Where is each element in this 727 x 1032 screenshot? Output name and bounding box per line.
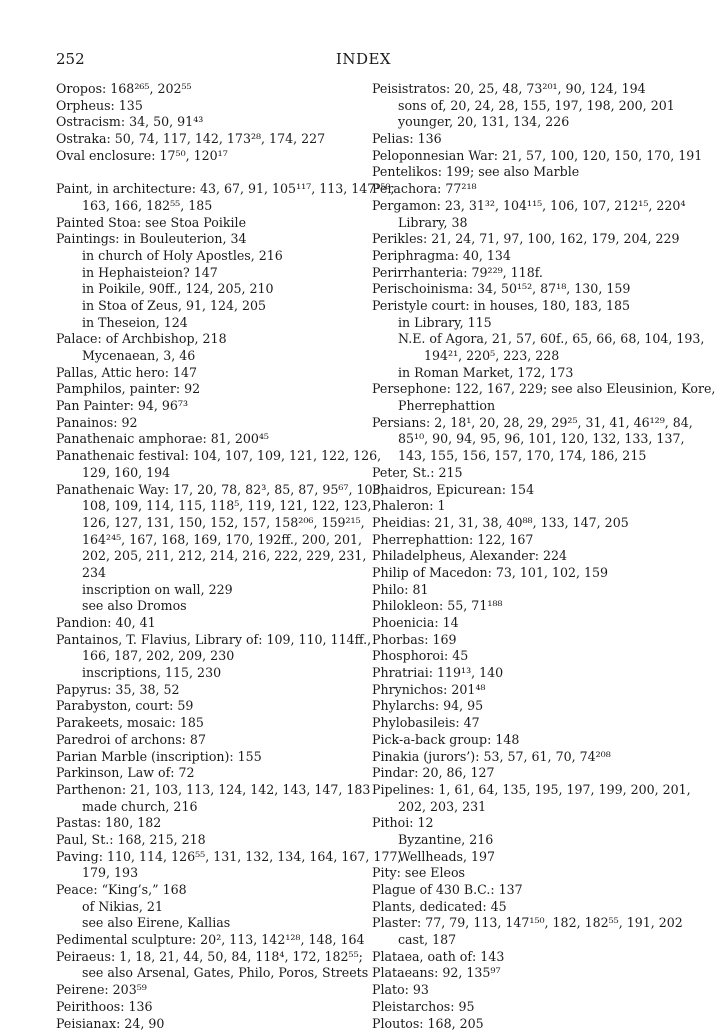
index-subentry: made church, 216 <box>56 799 356 816</box>
index-subentry: Wellheads, 197 <box>372 849 672 866</box>
page-title: INDEX <box>0 50 727 68</box>
index-entry: Plaster: 77, 79, 113, 147¹⁵⁰, 182, 182⁵⁵, 191, 202 <box>372 915 672 932</box>
index-entry: Pindar: 20, 86, 127 <box>372 765 672 782</box>
index-entry: Palace: of Archbishop, 218 <box>56 331 356 348</box>
index-entry: Phrynichos: 201⁴⁸ <box>372 682 672 699</box>
index-subentry: in Library, 115 <box>372 315 672 332</box>
index-entry: Pleistarchos: 95 <box>372 999 672 1016</box>
index-subentry: Library, 38 <box>372 215 672 232</box>
index-subentry: in church of Holy Apostles, 216 <box>56 248 356 265</box>
index-subentry: 163, 166, 182⁵⁵, 185 <box>56 198 356 215</box>
index-subentry: of Nikias, 21 <box>56 899 356 916</box>
index-entry: Phylarchs: 94, 95 <box>372 698 672 715</box>
index-subentry: 166, 187, 202, 209, 230 <box>56 648 356 665</box>
index-entry: Perikles: 21, 24, 71, 97, 100, 162, 179, 204, 229 <box>372 231 672 248</box>
index-entry: Peiraeus: 1, 18, 21, 44, 50, 84, 118⁴, 172, 182⁵⁵; <box>56 949 356 966</box>
index-entry: Pity: see Eleos <box>372 865 672 882</box>
index-entry: Pan Painter: 94, 96⁷³ <box>56 398 356 415</box>
index-entry: Pheidias: 21, 31, 38, 40⁸⁸, 133, 147, 205 <box>372 515 672 532</box>
index-entry: Phoenicia: 14 <box>372 615 672 632</box>
index-entry: Parthenon: 21, 103, 113, 124, 142, 143, 147, 183 <box>56 782 356 799</box>
index-entry: Persephone: 122, 167, 229; see also Eleusinion, Kore, <box>372 381 672 398</box>
index-entry: Pithoi: 12 <box>372 815 672 832</box>
index-entry: Paredroi of archons: 87 <box>56 732 356 749</box>
index-subentry: sons of, 20, 24, 28, 155, 197, 198, 200, 201 <box>372 98 672 115</box>
index-entry: Parkinson, Law of: 72 <box>56 765 356 782</box>
index-subentry: see also Dromos <box>56 598 356 615</box>
index-entry: Painted Stoa: see Stoa Poikile <box>56 215 356 232</box>
index-entry: Paving: 110, 114, 126⁵⁵, 131, 132, 134, 164, 167, 177, <box>56 849 356 866</box>
index-entry: Pherrephattion: 122, 167 <box>372 532 672 549</box>
index-subentry: 143, 155, 156, 157, 170, 174, 186, 215 <box>372 448 672 465</box>
index-subentry: Byzantine, 216 <box>372 832 672 849</box>
index-subentry: 179, 193 <box>56 865 356 882</box>
index-entry: Ostraka: 50, 74, 117, 142, 173²⁸, 174, 227 <box>56 131 356 148</box>
index-entry: Plataeans: 92, 135⁹⁷ <box>372 965 672 982</box>
index-entry: Persians: 2, 18¹, 20, 28, 29, 29²⁵, 31, 41, 46¹²⁹, 84, <box>372 415 672 432</box>
index-entry: Peristyle court: in houses, 180, 183, 185 <box>372 298 672 315</box>
index-entry: Papyrus: 35, 38, 52 <box>56 682 356 699</box>
index-entry: Philo: 81 <box>372 582 672 599</box>
index-entry: Plataea, oath of: 143 <box>372 949 672 966</box>
index-entry: Pelias: 136 <box>372 131 672 148</box>
index-entry: Peloponnesian War: 21, 57, 100, 120, 150, 170, 191 <box>372 148 672 165</box>
index-subentry: inscriptions, 115, 230 <box>56 665 356 682</box>
index-entry: Oval enclosure: 17⁵⁰, 120¹⁷ <box>56 148 356 165</box>
index-entry: Pantainos, T. Flavius, Library of: 109, 110, 114ff., <box>56 632 356 649</box>
index-subentry: 202, 203, 231 <box>372 799 672 816</box>
index-entry: Paint, in architecture: 43, 67, 91, 105¹¹⁷, 113, 147¹⁵⁰, <box>56 181 356 198</box>
index-entry: Phaidros, Epicurean: 154 <box>372 482 672 499</box>
index-subentry: 164²⁴⁵, 167, 168, 169, 170, 192ff., 200, 201, <box>56 532 356 549</box>
index-subentry: in Hephaisteion? 147 <box>56 265 356 282</box>
index-subentry: 85¹⁰, 90, 94, 95, 96, 101, 120, 132, 133, 137, <box>372 431 672 448</box>
index-entry: Pastas: 180, 182 <box>56 815 356 832</box>
index-subentry: Mycenaean, 3, 46 <box>56 348 356 365</box>
index-entry: Perachora: 77²¹⁸ <box>372 181 672 198</box>
index-subentry: N.E. of Agora, 21, 57, 60f., 65, 66, 68, 104, 193, <box>372 331 672 348</box>
index-entry: Perirrhanteria: 79²²⁹, 118f. <box>372 265 672 282</box>
index-entry: Phorbas: 169 <box>372 632 672 649</box>
index-subentry: Pherrephattion <box>372 398 672 415</box>
index-entry: Peirithoos: 136 <box>56 999 356 1016</box>
index-entry: Philip of Macedon: 73, 101, 102, 159 <box>372 565 672 582</box>
index-entry: Panathenaic festival: 104, 107, 109, 121, 122, 126, <box>56 448 356 465</box>
index-entry: Pentelikos: 199; see also Marble <box>372 164 672 181</box>
index-entry: Peace: “King’s,” 168 <box>56 882 356 899</box>
index-entry: Peisianax: 24, 90 <box>56 1016 356 1032</box>
index-entry: Plato: 93 <box>372 982 672 999</box>
index-entry: Plants, dedicated: 45 <box>372 899 672 916</box>
index-entry: Pinakia (jurors’): 53, 57, 61, 70, 74²⁰⁸ <box>372 749 672 766</box>
index-entry: Parabyston, court: 59 <box>56 698 356 715</box>
index-entry: Panathenaic amphorae: 81, 200⁴⁵ <box>56 431 356 448</box>
index-entry: Philadelpheus, Alexander: 224 <box>372 548 672 565</box>
index-subentry: 194²¹, 220⁵, 223, 228 <box>372 348 672 365</box>
index-subentry: younger, 20, 131, 134, 226 <box>372 114 672 131</box>
index-subentry: 126, 127, 131, 150, 152, 157, 158²⁰⁶, 159²¹⁵, <box>56 515 356 532</box>
index-entry: Orpheus: 135 <box>56 98 356 115</box>
index-entry: Peirene: 203⁵⁹ <box>56 982 356 999</box>
index-subentry: 234 <box>56 565 356 582</box>
index-entry: Philokleon: 55, 71¹⁸⁸ <box>372 598 672 615</box>
index-subentry: 129, 160, 194 <box>56 465 356 482</box>
index-entry: Peter, St.: 215 <box>372 465 672 482</box>
index-entry: Panathenaic Way: 17, 20, 78, 82³, 85, 87, 95⁶⁷, 103, <box>56 482 356 499</box>
index-entry: Phylobasileis: 47 <box>372 715 672 732</box>
index-subentry: 202, 205, 211, 212, 214, 216, 222, 229, 231, <box>56 548 356 565</box>
page-number: 252 <box>56 50 85 68</box>
index-entry: Periphragma: 40, 134 <box>372 248 672 265</box>
section-spacer <box>56 164 356 181</box>
index-entry: Peisistratos: 20, 25, 48, 73²⁰¹, 90, 124, 194 <box>372 81 672 98</box>
index-entry: Pick-a-back group: 148 <box>372 732 672 749</box>
index-entry: Oropos: 168²⁶⁵, 202⁵⁵ <box>56 81 356 98</box>
index-entry: Phratriai: 119¹³, 140 <box>372 665 672 682</box>
index-entry: Pipelines: 1, 61, 64, 135, 195, 197, 199, 200, 201, <box>372 782 672 799</box>
index-entry: Ostracism: 34, 50, 91⁴³ <box>56 114 356 131</box>
index-entry: Pallas, Attic hero: 147 <box>56 365 356 382</box>
index-subentry: inscription on wall, 229 <box>56 582 356 599</box>
index-subentry: in Roman Market, 172, 173 <box>372 365 672 382</box>
index-entry: Paul, St.: 168, 215, 218 <box>56 832 356 849</box>
index-entry: Panainos: 92 <box>56 415 356 432</box>
index-entry: Paintings: in Bouleuterion, 34 <box>56 231 356 248</box>
index-subentry: see also Eirene, Kallias <box>56 915 356 932</box>
index-entry: Pergamon: 23, 31³², 104¹¹⁵, 106, 107, 212¹⁵, 220⁴ <box>372 198 672 215</box>
index-entry: Pedimental sculpture: 20², 113, 142¹²⁸, 148, 164 <box>56 932 356 949</box>
index-subentry: in Stoa of Zeus, 91, 124, 205 <box>56 298 356 315</box>
index-subentry: 108, 109, 114, 115, 118⁵, 119, 121, 122, 123, <box>56 498 356 515</box>
index-entry: Phosphoroi: 45 <box>372 648 672 665</box>
index-subentry: see also Arsenal, Gates, Philo, Poros, Streets <box>56 965 356 982</box>
index-column-right <box>372 81 672 1032</box>
index-entry: Ploutos: 168, 205 <box>372 1016 672 1032</box>
index-subentry: in Theseion, 124 <box>56 315 356 332</box>
index-entry: Plague of 430 B.C.: 137 <box>372 882 672 899</box>
index-entry: Phaleron: 1 <box>372 498 672 515</box>
index-entry: Pandion: 40, 41 <box>56 615 356 632</box>
index-subentry: in Poikile, 90ff., 124, 205, 210 <box>56 281 356 298</box>
index-entry: Pamphilos, painter: 92 <box>56 381 356 398</box>
index-entry: Parakeets, mosaic: 185 <box>56 715 356 732</box>
index-entry: Perischoinisma: 34, 50¹⁵², 87¹⁸, 130, 159 <box>372 281 672 298</box>
index-column-left <box>56 81 356 1032</box>
index-subentry: cast, 187 <box>372 932 672 949</box>
index-entry: Parian Marble (inscription): 155 <box>56 749 356 766</box>
